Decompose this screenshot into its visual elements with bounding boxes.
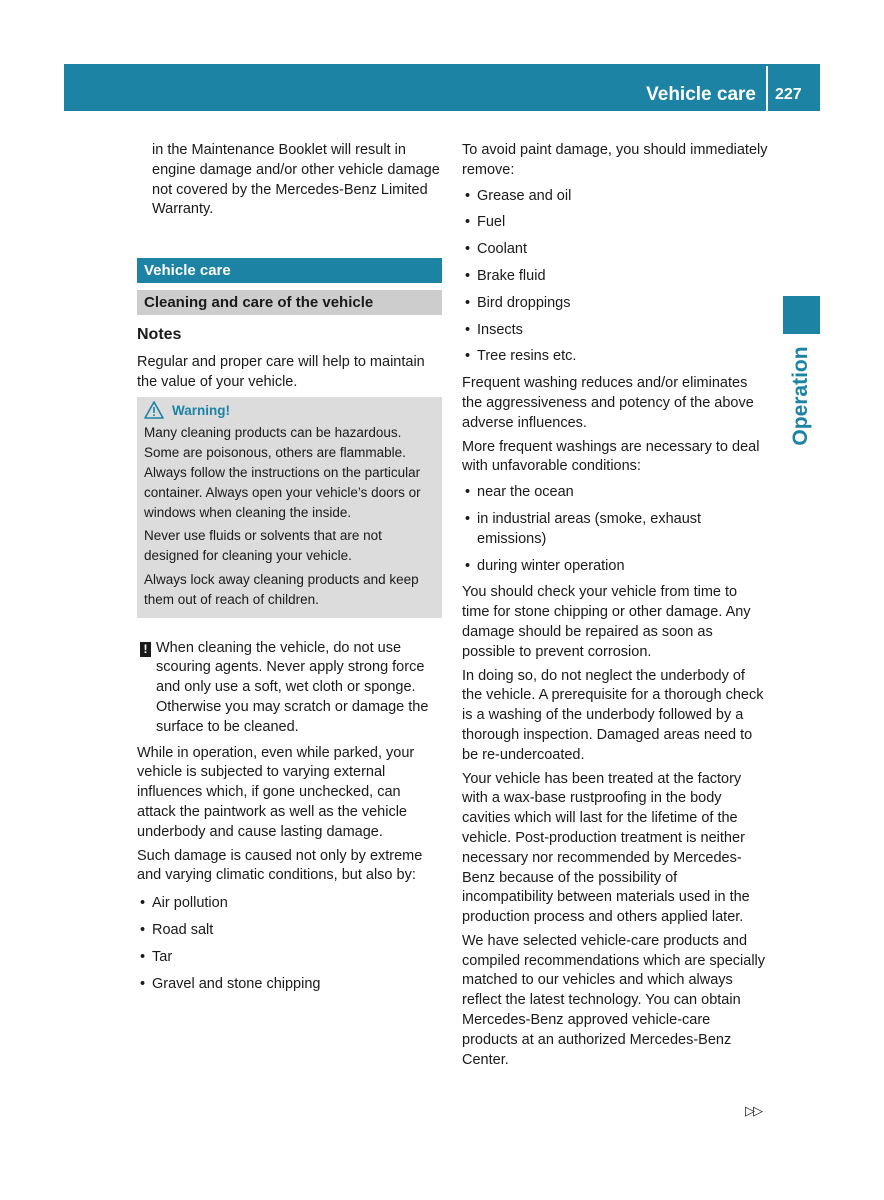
list-item: • Coolant <box>462 240 768 260</box>
intro-paragraph: in the Maintenance Booklet will result in engine damage and/or other vehicle damage not covered by the Mercedes-Benz Limited Warranty. <box>152 142 440 218</box>
list-item: • during winter operation <box>462 557 768 577</box>
list-item: • Fuel <box>462 213 768 233</box>
paragraph: You should check your vehicle from time to time for stone chipping or other damage. Any damage should be repaired as soon as possible to prevent corrosion. <box>462 584 751 660</box>
paragraph: Your vehicle has been treated at the factory with a wax-base rustproofing in the body cavities which will last for the lifetime of the vehicle. Post-production treatment is neither necessary nor recommended by Mercedes-Benz because of the possibility of incompatibility between materials used in the production process and others applied later. <box>462 770 750 926</box>
warning-paragraph: Always lock away cleaning products and keep them out of reach of children. <box>144 571 419 607</box>
paragraph: Frequent washing reduces and/or eliminates the aggressiveness and potency of the above adverse influences. <box>462 375 754 431</box>
paragraph: More frequent washings are necessary to deal with unfavorable conditions: <box>462 438 760 475</box>
side-tab-marker <box>783 296 820 334</box>
list-item: • Brake fluid <box>462 267 768 287</box>
caution-note <box>137 639 442 738</box>
warning-box <box>137 397 442 618</box>
list-item: • Tar <box>137 948 442 968</box>
header-divider <box>766 66 768 111</box>
paragraph: While in operation, even while parked, your vehicle is subjected to varying external influences which, if gone unchecked, can attack the paintwork as well as the vehicle underbody and cause lasting damage. <box>137 744 415 840</box>
list-item: • Bird droppings <box>462 294 768 314</box>
subsection-heading: Cleaning and care of the vehicle <box>137 290 442 315</box>
warning-triangle-icon <box>144 401 164 419</box>
section-heading: Vehicle care <box>137 258 442 283</box>
list-item: • Road salt <box>137 921 442 941</box>
page-number: 227 <box>775 86 802 103</box>
paragraph: In doing so, do not neglect the underbody of the vehicle. A prerequisite for a thorough check is a washing of the underbody followed by a thorough inspection. Damaged areas need to be re-undercoated. <box>462 667 764 763</box>
list-item: • Tree resins etc. <box>462 347 768 367</box>
conditions-list <box>462 483 768 576</box>
list-item: • Air pollution <box>137 894 442 914</box>
paragraph: Regular and proper care will help to maintain the value of your vehicle. <box>137 353 425 390</box>
right-column <box>462 141 768 1074</box>
continue-marker: ▷▷ <box>745 1103 761 1118</box>
left-column <box>137 141 442 1001</box>
page-title: Vehicle care <box>646 84 756 105</box>
paragraph: We have selected vehicle-care products and compiled recommendations which are specially matched to our vehicles and which always reflect the latest technology. You can obtain Mercedes-Benz approved vehicle-care products at an authorized Mercedes-Benz Center. <box>462 932 766 1068</box>
warning-header <box>144 401 435 421</box>
side-tab-label: Operation <box>789 346 812 446</box>
list-item: • Gravel and stone chipping <box>137 975 442 995</box>
exclamation-icon: ! <box>140 642 151 657</box>
warning-title: Warning! <box>172 402 230 418</box>
warning-paragraph: Many cleaning products can be hazardous. Some are poisonous, others are flammable. Always follow the instructions on the particular container. Always open your vehicle’s doors or windows when cleaning the inside. <box>144 425 421 520</box>
paragraph: To avoid paint damage, you should immediately remove: <box>462 142 768 178</box>
list-item: • in industrial areas (smoke, exhaust emissions) <box>462 510 768 550</box>
paragraph: Such damage is caused not only by extreme and varying climatic conditions, but also by: <box>137 847 423 884</box>
list-item: • Grease and oil <box>462 187 768 207</box>
notes-heading: Notes <box>137 326 182 344</box>
list-item: • Insects <box>462 321 768 341</box>
caution-text: When cleaning the vehicle, do not use scouring agents. Never apply strong force and only use a soft, wet cloth or sponge. Otherwise you may scratch or damage the surface to be cleaned. <box>156 639 429 735</box>
list-item: • near the ocean <box>462 483 768 503</box>
warning-paragraph: Never use fluids or solvents that are not designed for cleaning your vehicle. <box>144 528 382 564</box>
remove-list <box>462 187 768 368</box>
damage-cause-list <box>137 894 442 994</box>
